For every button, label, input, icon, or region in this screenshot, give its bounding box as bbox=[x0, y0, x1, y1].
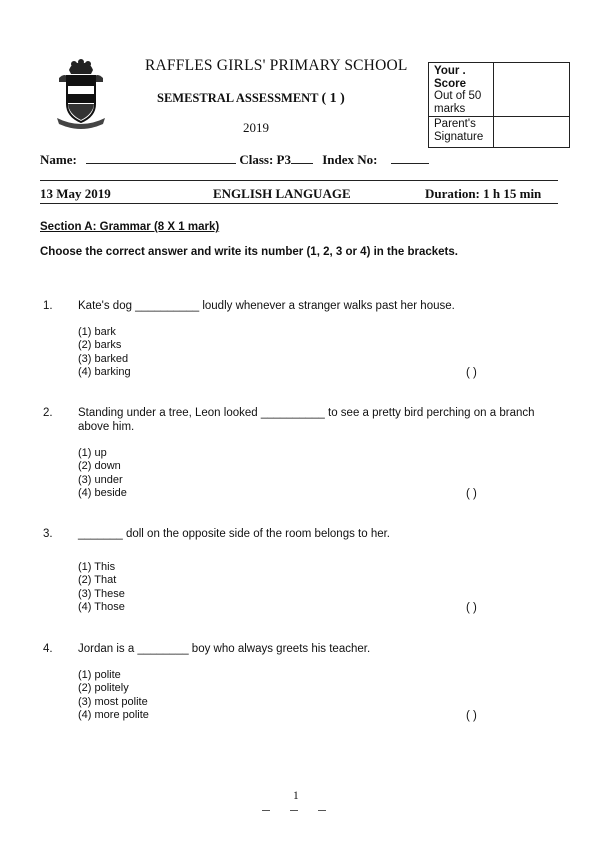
exam-duration: Duration: 1 h 15 min bbox=[425, 186, 542, 201]
parent-signature-label bbox=[434, 118, 492, 144]
option: (2) politely bbox=[78, 682, 129, 694]
option: (2) down bbox=[78, 460, 121, 472]
assessment-label: SEMESTRAL ASSESSMENT bbox=[157, 91, 319, 105]
class-label: Class: P3 bbox=[239, 152, 291, 167]
score-label bbox=[434, 65, 481, 115]
divider-bottom bbox=[40, 203, 558, 204]
question-text: Kate's dog __________ loudly whenever a stranger walks past her house. bbox=[78, 300, 455, 312]
student-fields bbox=[40, 152, 429, 168]
question-number: 4. bbox=[43, 643, 53, 655]
exam-date: 13 May 2019 bbox=[40, 186, 111, 201]
year: 2019 bbox=[243, 120, 269, 135]
option: (3) under bbox=[78, 474, 123, 486]
index-field[interactable] bbox=[391, 152, 429, 164]
exam-subject: ENGLISH LANGUAGE bbox=[213, 186, 351, 201]
parent-label: Parent's bbox=[434, 118, 476, 130]
question-text: Jordan is a ________ boy who always greets his teacher. bbox=[78, 643, 371, 655]
option: (4) more polite bbox=[78, 709, 149, 721]
option: (1) bark bbox=[78, 326, 116, 338]
answer-bracket[interactable]: ( ) bbox=[466, 488, 477, 500]
score-your: Your . bbox=[434, 65, 466, 77]
class-field[interactable] bbox=[291, 152, 313, 164]
answer-bracket[interactable]: ( ) bbox=[466, 367, 477, 379]
option: (1) polite bbox=[78, 669, 121, 681]
page-number: 1 bbox=[293, 790, 299, 802]
score-score: Score bbox=[434, 77, 466, 90]
question-number: 1. bbox=[43, 300, 53, 312]
question-number: 2. bbox=[43, 407, 53, 419]
name-field[interactable] bbox=[86, 152, 236, 164]
footer-mark bbox=[290, 810, 298, 811]
index-label: Index No: bbox=[322, 152, 378, 167]
assessment-title bbox=[157, 91, 345, 107]
school-crest-logo bbox=[55, 58, 107, 130]
option: (3) barked bbox=[78, 353, 129, 365]
answer-bracket[interactable]: ( ) bbox=[466, 602, 477, 614]
option: (1) up bbox=[78, 447, 107, 459]
option: (3) These bbox=[78, 588, 125, 600]
option: (4) barking bbox=[78, 366, 131, 378]
school-name: RAFFLES GIRLS' PRIMARY SCHOOL bbox=[145, 57, 408, 74]
question-number: 3. bbox=[43, 528, 53, 540]
score-box-divider bbox=[429, 116, 569, 117]
option: (1) This bbox=[78, 561, 116, 573]
option: (2) barks bbox=[78, 339, 122, 351]
option: (3) most polite bbox=[78, 696, 148, 708]
score-out-of: Out of 50 bbox=[434, 90, 482, 102]
answer-bracket[interactable]: ( ) bbox=[466, 710, 477, 722]
question-text: Standing under a tree, Leon looked __________ to see a pretty bird perching on a branch above him. bbox=[78, 407, 535, 433]
signature-label: Signature bbox=[434, 131, 484, 143]
footer-mark bbox=[318, 810, 326, 811]
footer-mark bbox=[262, 810, 270, 811]
option: (2) That bbox=[78, 574, 117, 586]
section-title: Section A: Grammar (8 X 1 mark) bbox=[40, 221, 220, 233]
option: (4) Those bbox=[78, 601, 125, 613]
score-marks: marks bbox=[434, 102, 466, 115]
name-label: Name: bbox=[40, 152, 77, 167]
option: (4) beside bbox=[78, 487, 127, 499]
divider-top bbox=[40, 180, 558, 181]
assessment-number: ( 1 ) bbox=[321, 91, 345, 106]
question-text: _______ doll on the opposite side of the room belongs to her. bbox=[78, 528, 391, 540]
instructions: Choose the correct answer and write its number (1, 2, 3 or 4) in the brackets. bbox=[40, 246, 458, 258]
score-box bbox=[428, 62, 570, 148]
score-box-divider bbox=[493, 63, 494, 147]
